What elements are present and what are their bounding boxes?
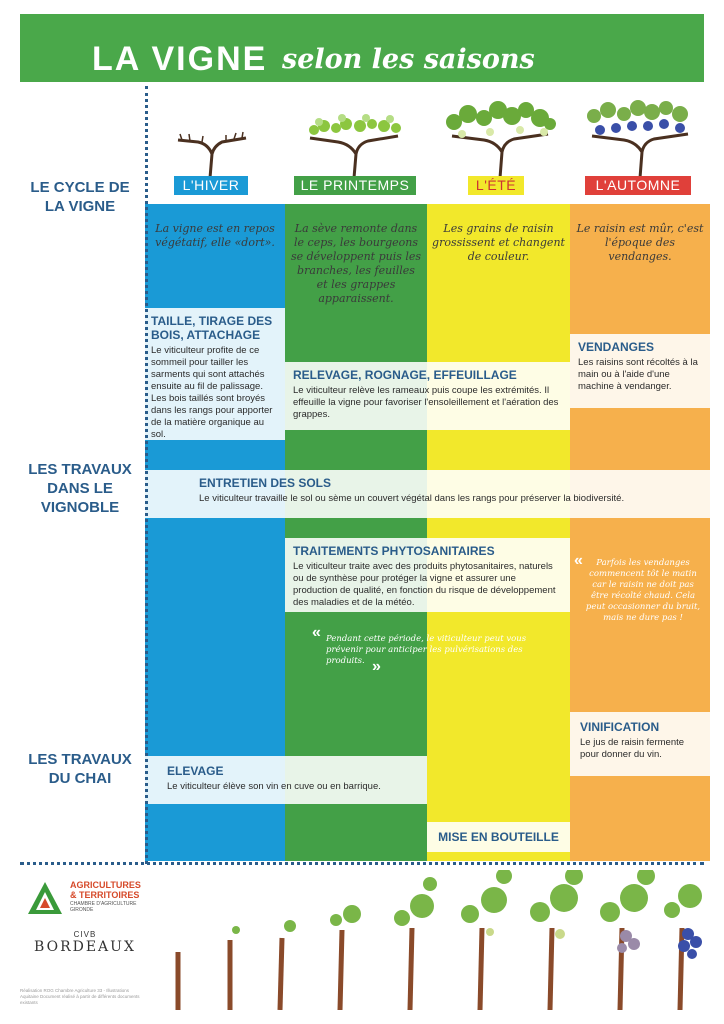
open-quote-icon: « [574, 552, 583, 569]
task-text: Le jus de raisin fermente pour donner du vin. [580, 737, 685, 760]
season-text-winter: La vigne est en repos végétatif, elle «dort». [155, 222, 275, 249]
row-label-cycle: LE CYCLE DE LA VIGNE [30, 179, 130, 215]
task-title: VENDANGES [578, 340, 655, 354]
task-taille [145, 308, 285, 440]
civb-bordeaux-logo [20, 930, 150, 980]
task-text: Le viticulteur travaille le sol ou sème un couvert végétal dans les rangs pour préserver la biodiversité. [199, 493, 625, 504]
task-elevage [145, 756, 427, 804]
task-title: RELEVAGE, ROGNAGE, EFFEUILLAGE [293, 368, 517, 382]
season-text-autumn: Le raisin est mûr, c'est l'époque des vendanges. [576, 222, 704, 263]
agri-line-2: & TERRITOIRES [70, 890, 140, 900]
task-text: Le viticulteur profite de ce sommeil pour tailler les sarments qui sont attachés ensuite au fil de palissage. Les bois taillés sont broyés dans les rangs pour apporter de la matière organique au sol. [151, 345, 273, 440]
agricultures-territoires-logo [20, 874, 150, 922]
task-text: Le viticulteur traite avec des produits phytosanitaires, naturels ou de synthèse pour protéger la vigne et assurer une production de qualité, en fonction du risque de développement des maladies et de la météo. [293, 561, 556, 608]
task-traitements [285, 538, 570, 612]
task-title: VINIFICATION [580, 720, 660, 734]
task-title: ELEVAGE [167, 764, 224, 778]
season-label-winter: L'HIVER [174, 176, 248, 195]
task-text: Les raisins sont récoltés à la main ou à l'aide d'une machine à vendanger. [578, 357, 698, 392]
season-label-autumn: L'AUTOMNE [585, 176, 691, 195]
task-text: Le viticulteur élève son vin en cuve ou en barrique. [167, 781, 381, 792]
ripe-grapes-vine-icon [586, 92, 696, 178]
agri-subtitle: CHAMBRE D'AGRICULTURE GIRONDE [70, 901, 137, 913]
agri-line-1: AGRICULTURES [70, 880, 141, 890]
season-label-summer: L'ÉTÉ [468, 176, 524, 195]
task-bouteille [427, 822, 570, 852]
season-text-spring: La sève remonte dans le ceps, les bourgeons se développent puis les branches, les feuilles et les grappes apparaissent. [290, 222, 422, 305]
budding-vine-icon [304, 108, 406, 178]
bare-vine-icon [172, 126, 252, 178]
chambre-agriculture-icon [26, 880, 64, 916]
open-quote-icon: « [312, 624, 321, 641]
row-label-vignoble: LES TRAVAUX DANS LE VIGNOBLE [28, 461, 132, 516]
bordeaux-label: BORDEAUX [34, 939, 136, 955]
task-title: TRAITEMENTS PHYTOSANITAIRES [293, 544, 495, 558]
note-vendanges: Parfois les vendanges commencent tôt le matin car le raisin ne doit pas être récolté chaud. Cela peut occasionner du bruit, mais ne dure pas ! [585, 558, 701, 623]
note-traitements: Pendant cette période, le viticulteur peut vous prévenir pour anticiper les pulvérisations des produits. [326, 634, 527, 666]
horizontal-divider [20, 862, 704, 865]
page-subtitle: selon les saisons [282, 44, 535, 75]
title-banner [20, 14, 704, 82]
footer-credit: Réalisation ROG Chambre Agriculture 33 - Illustrations Aquitaine Document réalisé à partir de différents documents existants [20, 988, 140, 1005]
season-label-spring: LE PRINTEMPS [294, 176, 416, 195]
close-quote-icon: » [372, 658, 381, 675]
task-relevage [285, 362, 570, 430]
task-vendanges [570, 334, 710, 408]
column-summer [427, 204, 570, 861]
task-vinification [570, 712, 710, 776]
vertical-divider [145, 86, 148, 864]
task-entretien [145, 470, 710, 518]
page-title: LA VIGNE [92, 40, 268, 78]
task-title: TAILLE, TIRAGE DES BOIS, ATTACHAGE [151, 314, 273, 342]
green-grapes-vine-icon [446, 92, 556, 178]
task-title: ENTRETIEN DES SOLS [199, 476, 332, 490]
civb-label: CIVB [73, 930, 97, 939]
row-label-chai: LES TRAVAUX DU CHAI [28, 751, 132, 787]
task-title: MISE EN BOUTEILLE [438, 830, 559, 844]
season-text-summer: Les grains de raisin grossissent et changent de couleur. [432, 222, 565, 263]
task-text: Le viticulteur relève les rameaux puis coupe les extrémités. Il effeuille la vigne pour favoriser l'ensoleillement et l'aération des grappes. [293, 385, 559, 420]
vine-growth-strip [160, 870, 704, 1010]
